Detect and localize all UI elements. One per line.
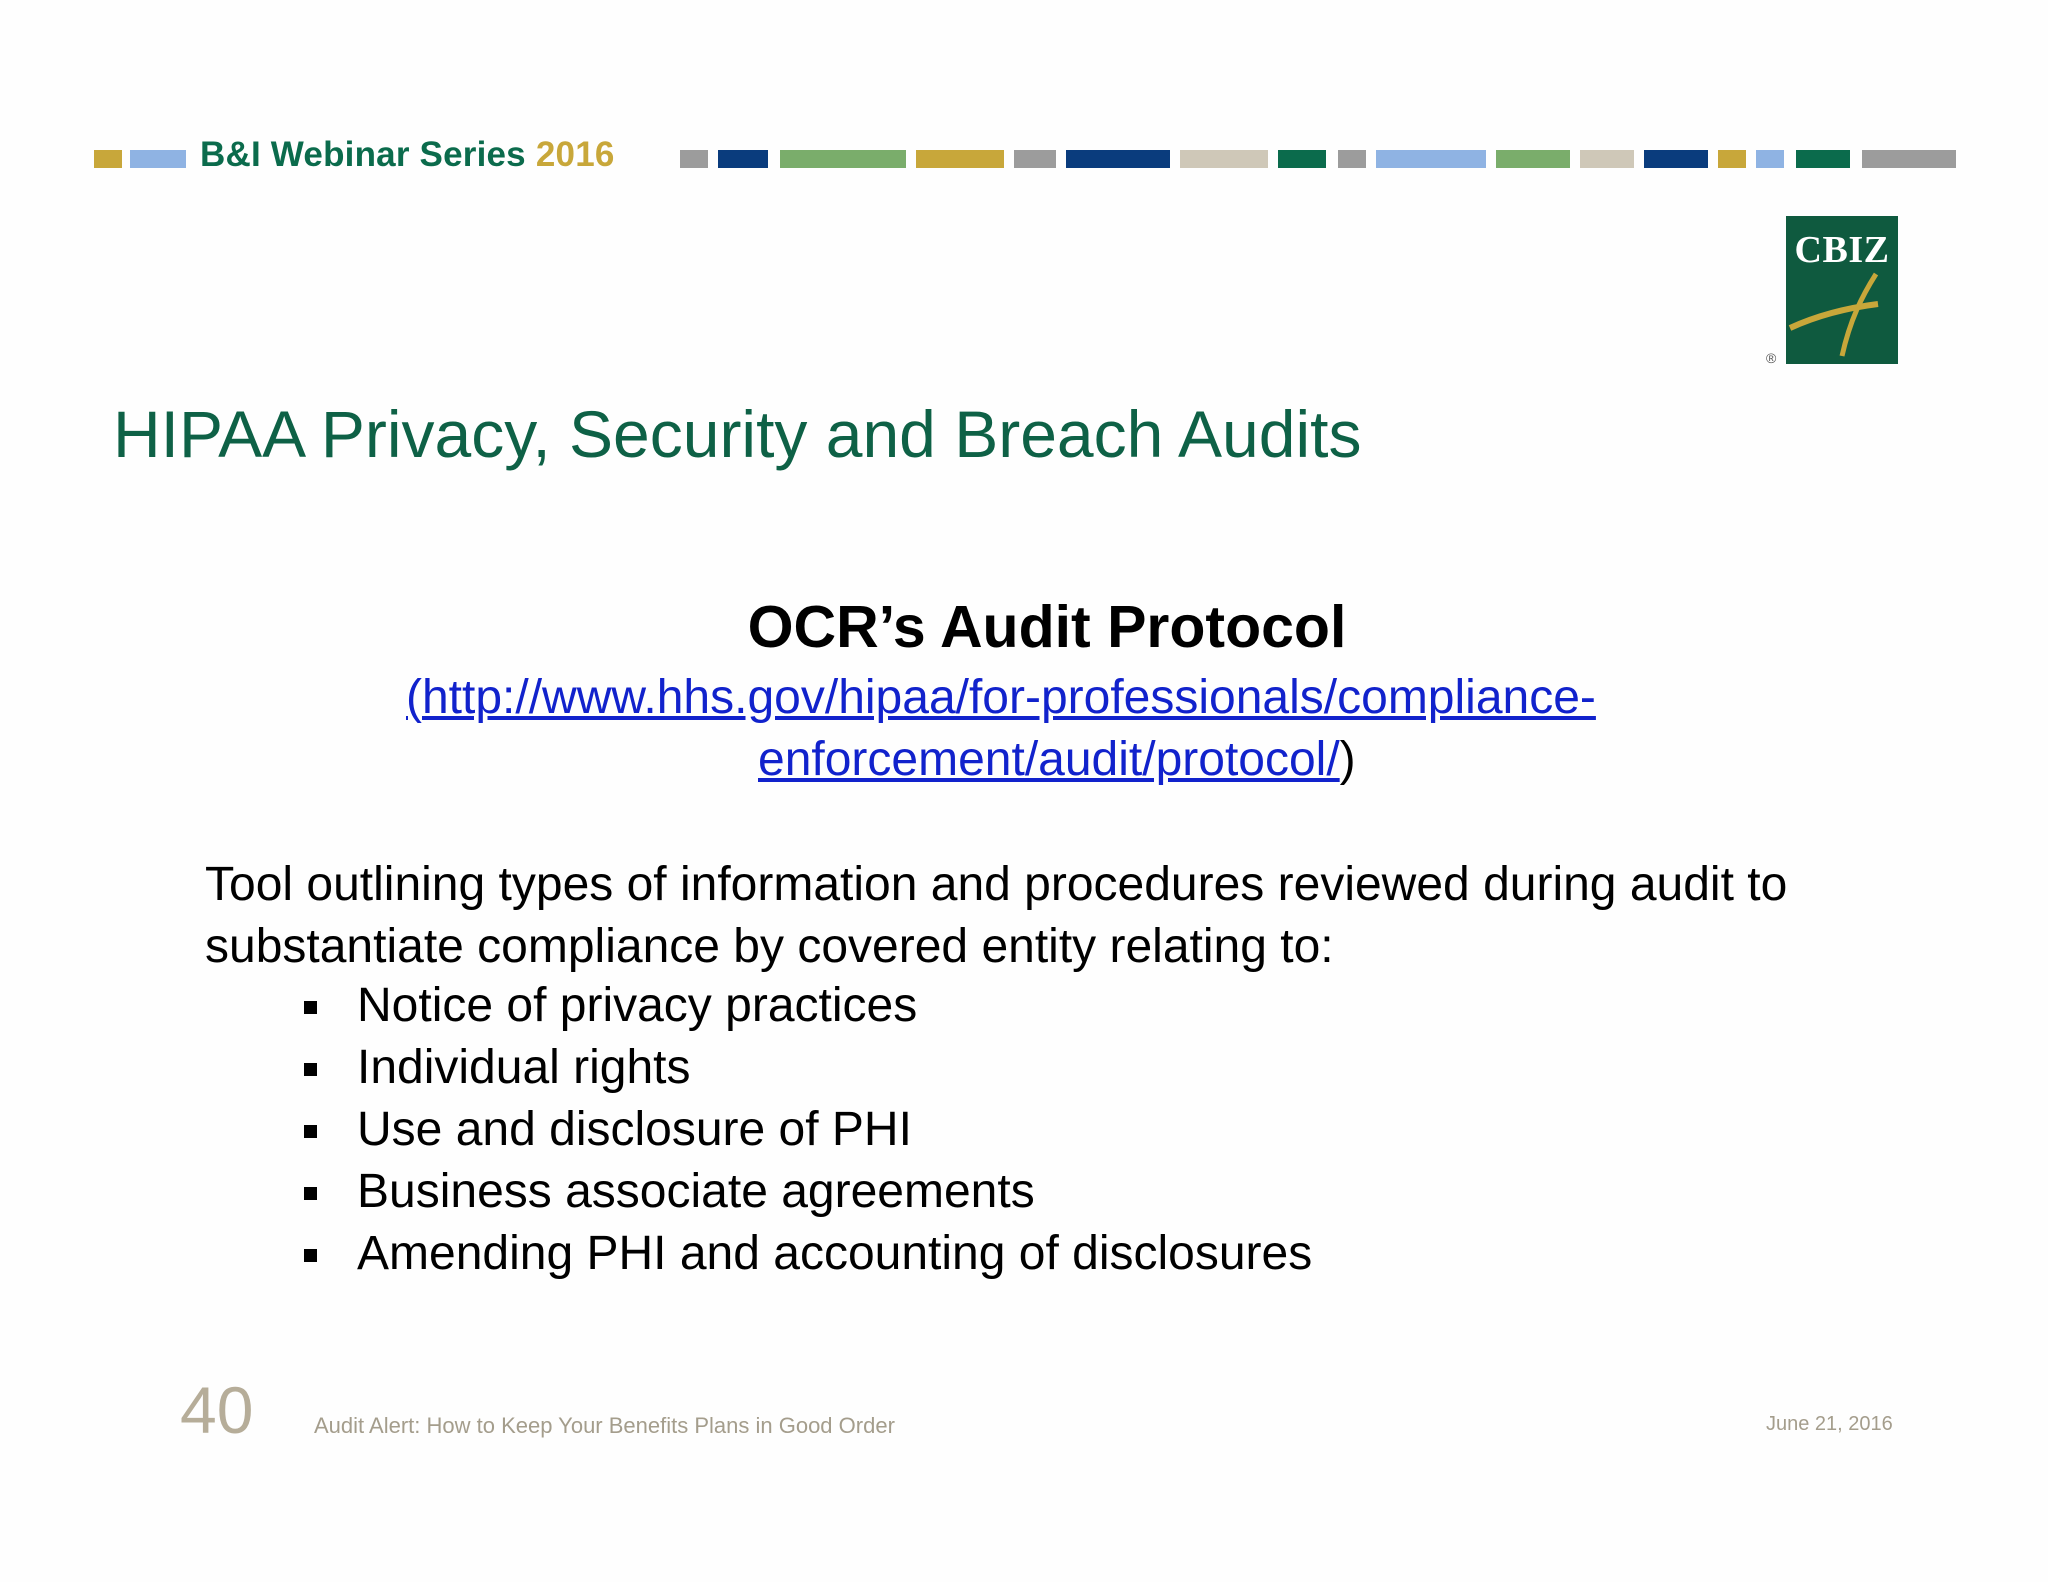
intro-paragraph: Tool outlining types of information and procedures reviewed during audit to substantiate compliance by covered entity relating to: [205,858,1788,973]
footer-title: Audit Alert: How to Keep Your Benefits Plans in Good Order [314,1413,895,1438]
header-segment [718,150,768,168]
series-year: 2016 [535,135,615,174]
protocol-link-line2[interactable] [758,732,1356,787]
link-close-paren: ) [1339,733,1356,786]
header-segment [1718,150,1746,168]
page-title: HIPAA Privacy, Security and Breach Audits [113,397,1362,471]
square-bullet-icon [304,1125,317,1138]
header-segment [916,150,1004,168]
header-segment [1580,150,1634,168]
header-segment [1066,150,1170,168]
logo-text: CBIZ [1794,229,1890,271]
bullet-list [300,975,1312,1285]
registered-mark: ® [1766,350,1777,366]
section-heading: OCR’s Audit Protocol [747,594,1347,660]
header-segment [1180,150,1268,168]
page-number: 40 [180,1373,254,1447]
header-segment [1496,150,1570,168]
series-name: B&I Webinar Series [200,135,526,174]
list-item-text: Notice of privacy practices [357,979,918,1032]
list-item [300,1099,1312,1161]
protocol-link-continued[interactable]: enforcement/audit/protocol/ [758,733,1340,786]
list-item [300,1161,1312,1223]
header-segment [1014,150,1056,168]
header-segment [1756,150,1784,168]
protocol-link-line1[interactable] [406,670,1596,725]
protocol-link[interactable] [406,671,1596,724]
header-segment [1278,150,1326,168]
header-segment [130,150,186,168]
header-segment [1644,150,1708,168]
square-bullet-icon [304,1187,317,1200]
list-item [300,1223,1312,1285]
header-segment [1862,150,1956,168]
list-item [300,975,1312,1037]
footer-date: June 21, 2016 [1766,1413,1893,1435]
list-item-text: Use and disclosure of PHI [357,1103,912,1156]
header-segment [1796,150,1850,168]
header-segment [1338,150,1366,168]
list-item-text: Business associate agreements [357,1165,1035,1218]
list-item [300,1037,1312,1099]
list-item-text: Amending PHI and accounting of disclosures [357,1227,1313,1280]
header-segment [1376,150,1486,168]
square-bullet-icon [304,1063,317,1076]
list-item-text: Individual rights [357,1041,691,1094]
header-segment [94,150,122,168]
square-bullet-icon [304,1249,317,1262]
header-segment [680,150,708,168]
square-bullet-icon [304,1001,317,1014]
link-url-part1[interactable]: http://www.hhs.gov/hipaa/for-professionals/compliance- [421,671,1596,724]
webinar-series-title [200,135,615,175]
link-open-paren: ( [406,671,422,724]
cbiz-logo [1786,216,1898,364]
header-segment [780,150,906,168]
